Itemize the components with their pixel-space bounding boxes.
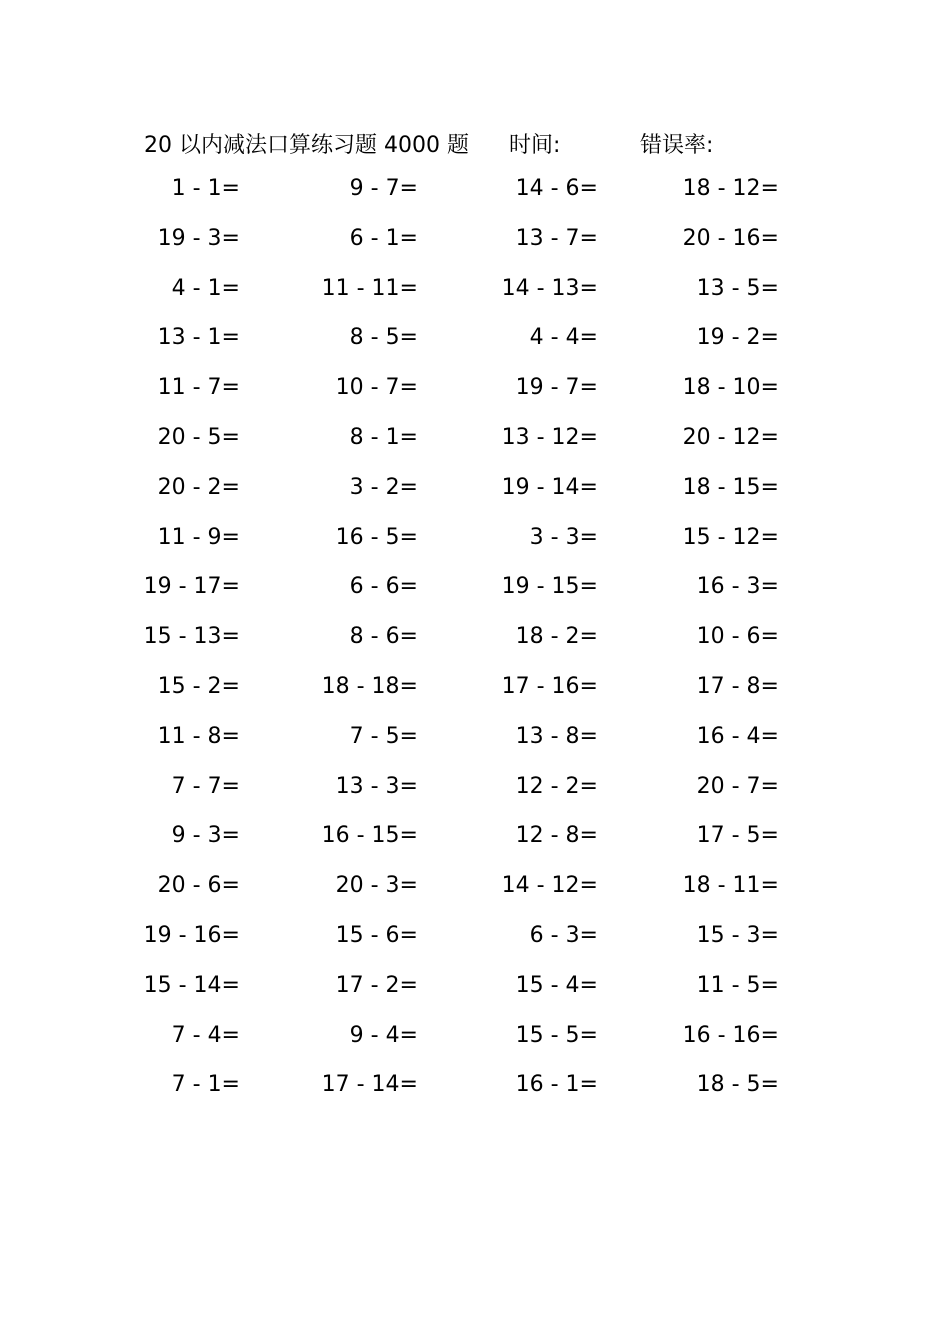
problem-item: 9 - 3=: [171, 823, 240, 849]
problem-row: [0, 515, 950, 565]
problem-item: 18 - 15=: [682, 474, 779, 500]
problem-item: 20 - 2=: [157, 474, 240, 500]
problem-item: 18 - 18=: [321, 673, 418, 699]
problem-item: 15 - 2=: [157, 673, 240, 699]
error-rate-label: 错误率:: [640, 133, 714, 158]
problem-row: [0, 614, 950, 664]
problem-item: 16 - 1=: [515, 1072, 598, 1098]
problem-row: [0, 216, 950, 266]
problem-item: 7 - 7=: [171, 773, 240, 799]
problem-row: [0, 564, 950, 614]
problem-item: 11 - 11=: [321, 275, 418, 301]
worksheet-title: 20 以内减法口算练习题 4000 题: [144, 133, 469, 158]
problem-item: 13 - 5=: [696, 275, 779, 301]
problem-item: 6 - 1=: [349, 225, 418, 251]
problem-item: 20 - 12=: [682, 424, 779, 450]
worksheet-header: [0, 124, 950, 164]
problem-item: 18 - 12=: [682, 176, 779, 201]
problem-item: 16 - 4=: [696, 723, 779, 749]
problem-row: [0, 714, 950, 764]
problem-row: [0, 1013, 950, 1063]
problem-item: 17 - 8=: [696, 673, 779, 699]
problem-item: 20 - 7=: [696, 773, 779, 799]
problem-item: 19 - 7=: [515, 375, 598, 401]
problem-item: 8 - 6=: [349, 624, 418, 650]
problem-item: 15 - 4=: [515, 972, 598, 998]
problem-item: 15 - 5=: [515, 1022, 598, 1048]
problem-row: [0, 465, 950, 515]
problem-item: 4 - 1=: [171, 275, 240, 301]
problem-item: 18 - 10=: [682, 375, 779, 401]
problem-item: 15 - 3=: [696, 922, 779, 948]
problem-item: 16 - 5=: [335, 524, 418, 550]
problem-row: [0, 166, 950, 216]
problem-item: 18 - 5=: [696, 1072, 779, 1098]
problem-row: [0, 315, 950, 365]
problem-item: 11 - 8=: [157, 723, 240, 749]
problem-item: 20 - 6=: [157, 873, 240, 899]
problem-item: 14 - 13=: [501, 275, 598, 301]
problem-row: [0, 664, 950, 714]
problem-item: 19 - 2=: [696, 325, 779, 351]
problem-row: [0, 365, 950, 415]
problem-item: 19 - 15=: [501, 574, 598, 600]
problem-item: 11 - 7=: [157, 375, 240, 401]
problem-item: 11 - 5=: [696, 972, 779, 998]
problem-item: 12 - 8=: [515, 823, 598, 849]
problem-item: 19 - 14=: [501, 474, 598, 500]
problem-item: 19 - 3=: [157, 225, 240, 251]
problem-row: [0, 266, 950, 316]
problem-item: 10 - 6=: [696, 624, 779, 650]
problem-item: 1 - 1=: [171, 176, 240, 201]
time-label: 时间:: [509, 133, 561, 158]
problem-item: 15 - 12=: [682, 524, 779, 550]
problem-item: 8 - 1=: [349, 424, 418, 450]
problem-item: 19 - 17=: [143, 574, 240, 600]
problem-row: [0, 764, 950, 814]
problem-item: 14 - 6=: [515, 176, 598, 201]
problem-item: 14 - 12=: [501, 873, 598, 899]
problem-item: 18 - 2=: [515, 624, 598, 650]
problem-item: 15 - 14=: [143, 972, 240, 998]
problem-item: 7 - 4=: [171, 1022, 240, 1048]
problem-item: 6 - 3=: [529, 922, 598, 948]
problem-item: 15 - 6=: [335, 922, 418, 948]
problem-row: [0, 415, 950, 465]
problem-item: 17 - 14=: [321, 1072, 418, 1098]
problem-grid: [0, 166, 950, 1112]
problem-item: 7 - 5=: [349, 723, 418, 749]
problem-row: [0, 863, 950, 913]
problem-item: 13 - 12=: [501, 424, 598, 450]
problem-item: 11 - 9=: [157, 524, 240, 550]
problem-item: 10 - 7=: [335, 375, 418, 401]
problem-item: 16 - 16=: [682, 1022, 779, 1048]
problem-item: 17 - 16=: [501, 673, 598, 699]
problem-item: 16 - 15=: [321, 823, 418, 849]
problem-item: 13 - 3=: [335, 773, 418, 799]
problem-row: [0, 1062, 950, 1112]
problem-item: 18 - 11=: [682, 873, 779, 899]
problem-item: 16 - 3=: [696, 574, 779, 600]
problem-item: 20 - 16=: [682, 225, 779, 251]
problem-item: 20 - 5=: [157, 424, 240, 450]
problem-row: [0, 913, 950, 963]
problem-item: 7 - 1=: [171, 1072, 240, 1098]
problem-item: 17 - 5=: [696, 823, 779, 849]
problem-item: 8 - 5=: [349, 325, 418, 351]
problem-item: 3 - 3=: [529, 524, 598, 550]
problem-item: 19 - 16=: [143, 922, 240, 948]
problem-item: 13 - 1=: [157, 325, 240, 351]
problem-item: 4 - 4=: [529, 325, 598, 351]
problem-row: [0, 963, 950, 1013]
problem-row: [0, 813, 950, 863]
problem-item: 17 - 2=: [335, 972, 418, 998]
problem-item: 15 - 13=: [143, 624, 240, 650]
problem-item: 12 - 2=: [515, 773, 598, 799]
problem-item: 13 - 7=: [515, 225, 598, 251]
problem-item: 3 - 2=: [349, 474, 418, 500]
problem-item: 6 - 6=: [349, 574, 418, 600]
problem-item: 9 - 4=: [349, 1022, 418, 1048]
problem-item: 13 - 8=: [515, 723, 598, 749]
problem-item: 20 - 3=: [335, 873, 418, 899]
problem-item: 9 - 7=: [349, 176, 418, 201]
